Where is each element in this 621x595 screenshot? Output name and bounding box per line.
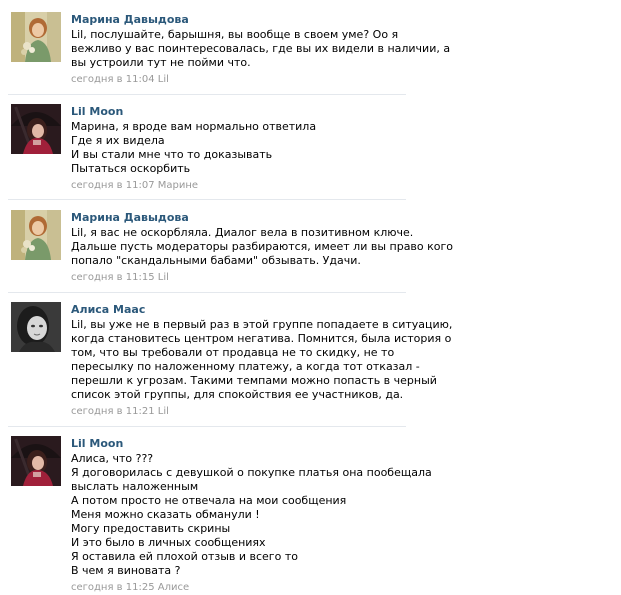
comment-text-line: Могу предоставить скрины [71,522,231,535]
avatar-girl-bouquet-icon[interactable] [11,210,61,260]
comment-timestamp-link[interactable]: сегодня в 11:07 [71,180,155,191]
comment-text-line: Я договорилась с девушкой о покупке платья она пообещала [71,466,432,479]
comment-reply-to-link[interactable]: Марине [157,180,199,191]
comment-text-line: перешли к угрозам. Такими темпами можно попасть в черный [71,374,437,387]
comment-text-line: Lil, послушайте, барышня, вы вообще в своем уме? Оо я [71,28,399,41]
comment-text [71,318,453,402]
comment-timestamp-link[interactable]: сегодня в 11:04 [71,74,155,85]
avatar-girl-umbrella-icon[interactable] [11,436,61,486]
comment-text-line: выслать наложенным [71,480,199,493]
comment-meta [71,73,169,86]
comment-timestamp-link[interactable]: сегодня в 11:25 [71,582,155,593]
comment-reply-to-link[interactable]: Алисе [157,582,190,593]
comment-text-line: попало "скандальными бабами" обзывать. Удачи. [71,254,361,267]
comment-text [71,226,454,268]
comment-reply-to-link[interactable]: Lil [157,272,169,283]
comment-meta [71,581,189,594]
avatar-girl-portrait-bw-icon[interactable] [11,302,61,352]
comment-timestamp-link[interactable]: сегодня в 11:21 [71,406,155,417]
comment-author-link[interactable]: Lil Moon [71,437,124,450]
comment-author-link[interactable]: Марина Давыдова [71,211,189,224]
comment-text-line: список этой группы, для спокойствия ее участников, да. [71,388,404,401]
comment-text-line: Марина, я вроде вам нормально ответила [71,120,317,133]
comment-text-line: Lil, вы уже не в первый раз в этой группе попадаете в ситуацию, [71,318,453,331]
comment-text-line: Я оставила ей плохой отзыв и всего то [71,550,298,563]
comment-divider [8,199,406,200]
comment-text-line: пересылку по наложенному платежу, а когда тот отказал - [71,360,420,373]
comment-text-line: том, что вы требовали от продавца не то скидку, не то [71,346,395,359]
comment-divider [8,94,406,95]
avatar-girl-umbrella-icon[interactable] [11,104,61,154]
comment-text [71,452,432,578]
comment-text-line: В чем я виновата ? [71,564,181,577]
comment-text [71,28,451,70]
comment-author-link[interactable]: Lil Moon [71,105,124,118]
comment-text [71,120,406,176]
comment-text-line: И это было в личных сообщениях [71,536,266,549]
comment-meta [71,179,198,192]
comment-author-link[interactable]: Марина Давыдова [71,13,189,26]
comment-author-link[interactable]: Алиса Маас [71,303,146,316]
comment-divider [8,292,406,293]
comment-reply-to-link[interactable]: Lil [157,406,169,417]
comment-text-line: А потом просто не отвечала на мои сообщения [71,494,347,507]
comment-meta [71,405,169,418]
comment-text-line: Lil, я вас не оскорбляла. Диалог вела в позитивном ключе. [71,226,414,239]
comment-text-line: вежливо у вас поинтересовалась, где вы их видели в наличии, а [71,42,451,55]
comment-text-line: Алиса, что ??? [71,452,154,465]
comment-meta [71,271,169,284]
comment-text-line: Где я их видела [71,134,165,147]
avatar-girl-bouquet-icon[interactable] [11,12,61,62]
comment-divider [8,426,406,427]
comment-text-line: вы устроили тут не пойми что. [71,56,251,69]
comment-reply-to-link[interactable]: Lil [157,74,169,85]
comment-text-line: Меня можно сказать обманули ! [71,508,260,521]
comment-text-line: И вы стали мне что то доказывать [71,148,273,161]
comment-text-line: Пытаться оскорбить [71,162,191,175]
comment-timestamp-link[interactable]: сегодня в 11:15 [71,272,155,283]
comment-text-line: когда становитесь центром негатива. Помнится, была история о [71,332,452,345]
comment-text-line: Дальше пусть модераторы разбираются, имеет ли вы право кого [71,240,454,253]
